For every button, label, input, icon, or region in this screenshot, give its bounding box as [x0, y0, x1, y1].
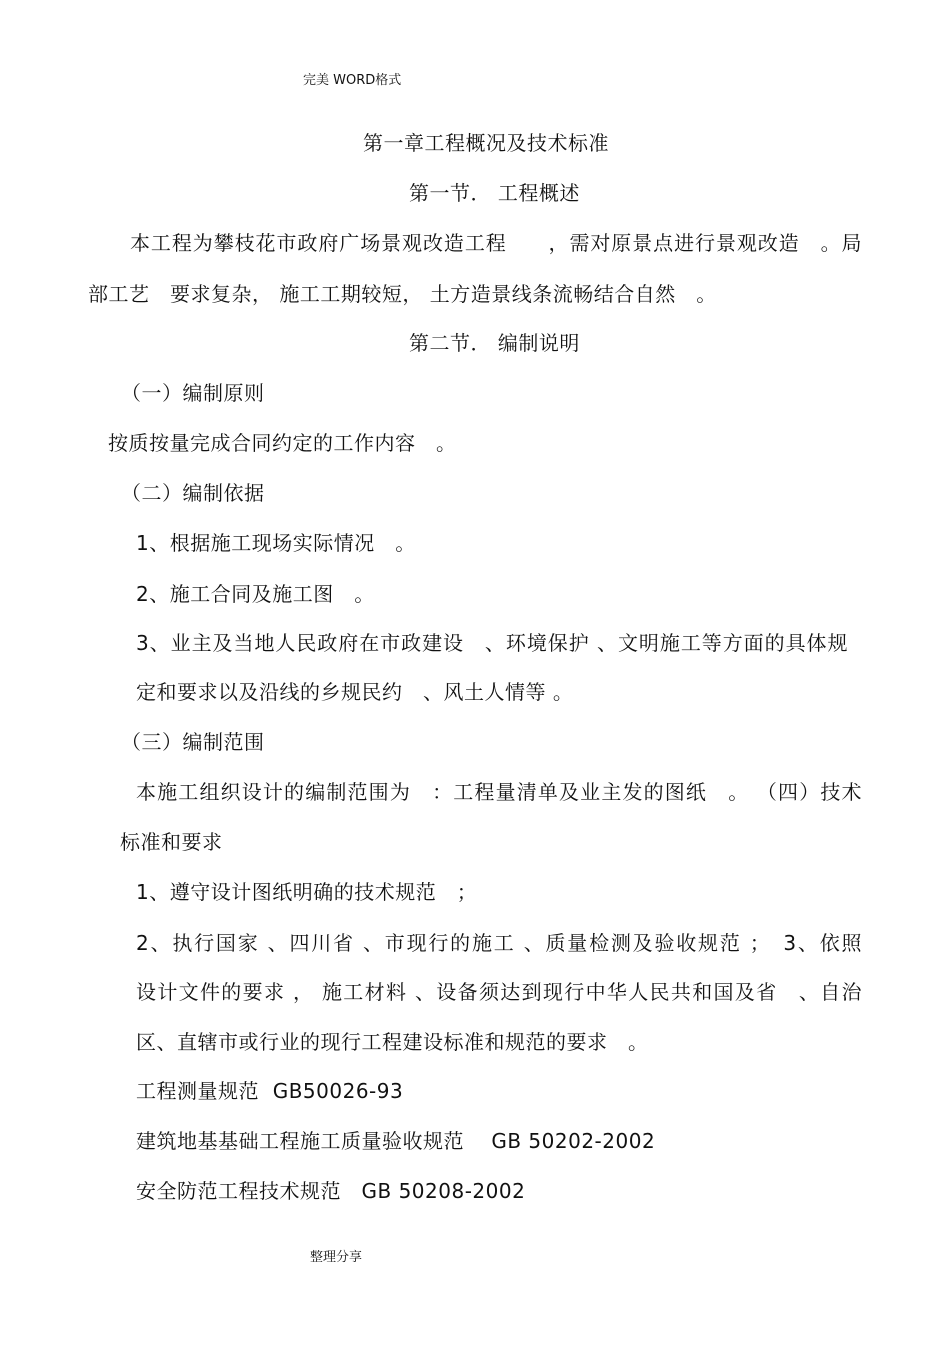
section1-title: 第一节． 工程概述 — [409, 181, 580, 205]
chapter-title: 第一章工程概况及技术标准 — [363, 131, 609, 155]
section2-title: 第二节． 编制说明 — [409, 331, 580, 355]
sub3-heading: （三）编制范围 — [121, 730, 265, 754]
scope-line1: 本施工组织设计的编制范围为 ：工程量清单及业主发的图纸 。 （四）技术 — [136, 780, 862, 804]
standard-item-1: 1、遵守设计图纸明确的技术规范 ； — [136, 880, 478, 904]
page-header: 完美 WORD格式 — [303, 73, 402, 88]
scope-line2: 标准和要求 — [120, 830, 223, 854]
standard-item-2-line1: 2、执行国家 、四川省 、市现行的施工 、质量检测及验收规范 ； 3、依照 — [136, 931, 862, 955]
sub1-text: 按质按量完成合同约定的工作内容 。 — [108, 431, 457, 455]
page-footer: 整理分享 — [310, 1250, 363, 1265]
section1-paragraph-line2: 部工艺 要求复杂， 施工工期较短， 土方造景线条流畅结合自然 。 — [88, 282, 717, 306]
basis-item-3-line2: 定和要求以及沿线的乡规民约 、风土人情等 。 — [136, 680, 574, 704]
norm-item-3: 安全防范工程技术规范 GB 50208-2002 — [136, 1179, 526, 1203]
basis-item-1: 1、根据施工现场实际情况 。 — [136, 531, 416, 555]
section1-paragraph-line1: 本工程为攀枝花市政府广场景观改造工程 ，需对原景点进行景观改造 。局 — [130, 231, 862, 255]
norm-item-1: 工程测量规范 GB50026-93 — [136, 1079, 404, 1103]
norm-item-2: 建筑地基基础工程施工质量验收规范 GB 50202-2002 — [136, 1129, 656, 1153]
basis-item-2: 2、施工合同及施工图 。 — [136, 582, 375, 606]
basis-item-3-line1: 3、业主及当地人民政府在市政建设 、环境保护 、文明施工等方面的具体规 — [136, 631, 848, 655]
sub1-heading: （一）编制原则 — [121, 381, 265, 405]
standard-item-2-line3: 区、直辖市或行业的现行工程建设标准和规范的要求 。 — [136, 1030, 649, 1054]
standard-item-2-line2: 设计文件的要求 ， 施工材料 、设备须达到现行中华人民共和国及省 、自治 — [136, 980, 862, 1004]
sub2-heading: （二）编制依据 — [121, 481, 265, 505]
